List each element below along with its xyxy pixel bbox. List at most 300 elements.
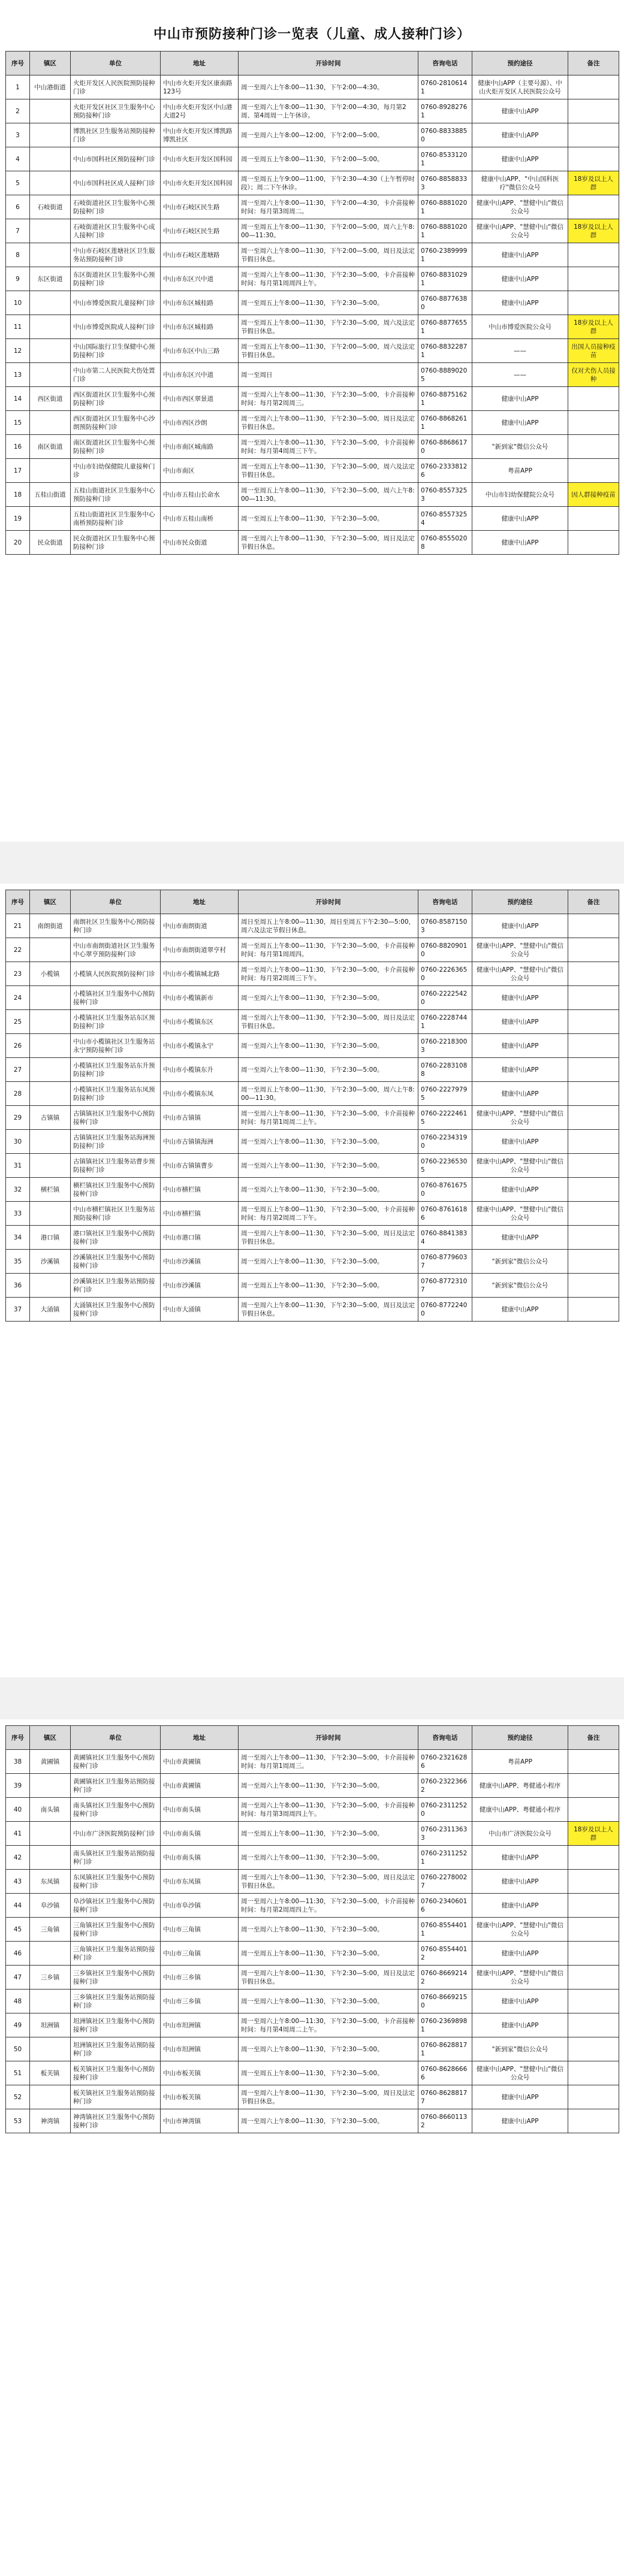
- row-unit: 火炬开发区社区卫生服务中心预防接种门诊: [71, 99, 161, 123]
- row-address: 中山市西区沙朗: [161, 411, 239, 435]
- row-channel: ——: [472, 339, 568, 363]
- row-address: 中山市五桂山长命水: [161, 483, 239, 507]
- row-unit: 三乡镇社区卫生服务站预防接种门诊: [71, 1990, 161, 2013]
- row-note: [568, 411, 619, 435]
- row-address: 中山市南朗街道: [161, 914, 239, 938]
- table-row: [6, 195, 619, 219]
- row-town: 南区街道: [30, 435, 71, 459]
- row-address: 中山市小榄镇东凤: [161, 1082, 239, 1106]
- row-phone: 0760-86692142: [418, 1966, 472, 1990]
- row-index: 37: [6, 1298, 30, 1322]
- row-phone: 0760-88890205: [418, 363, 472, 387]
- row-town: 坦洲镇: [30, 2013, 71, 2037]
- row-index: 18: [6, 483, 30, 507]
- row-unit: 三角镇社区卫生服务中心预防接种门诊: [71, 1918, 161, 1942]
- table-row: [6, 1202, 619, 1226]
- row-index: 40: [6, 1798, 30, 1822]
- row-channel: ——: [472, 363, 568, 387]
- row-phone: 0760-88588333: [418, 171, 472, 195]
- row-hours: 周一至周五上午9:00—11:00，下午2:30—4:30（上午暂停时段）；周二下午休诊。: [239, 171, 418, 195]
- row-note: 18岁及以上人群: [568, 1822, 619, 1846]
- row-phone: 0760-86288177: [418, 2085, 472, 2109]
- row-town: [30, 986, 71, 1010]
- row-channel: 健康中山APP: [472, 986, 568, 1010]
- row-note: [568, 1202, 619, 1226]
- table-row: [6, 243, 619, 267]
- row-index: 45: [6, 1918, 30, 1942]
- row-unit: 古镇镇社区卫生服务站海洲预防接种门诊: [71, 1130, 161, 1154]
- row-channel: 健康中山APP: [472, 1894, 568, 1918]
- row-town: 大涌镇: [30, 1298, 71, 1322]
- row-unit: 东凤镇社区卫生服务中心预防接种门诊: [71, 1870, 161, 1894]
- table-row: [6, 219, 619, 243]
- table-row: [6, 1870, 619, 1894]
- row-phone: 0760-88338850: [418, 123, 472, 147]
- row-note: [568, 99, 619, 123]
- table-row: [6, 75, 619, 99]
- row-hours: 周一至周五上午8:00—11:30，下午2:00—5:00。: [239, 147, 418, 171]
- table-row: [6, 2037, 619, 2061]
- row-index: 2: [6, 99, 30, 123]
- row-address: 中山市横栏镇: [161, 1202, 239, 1226]
- page-1: [5, 24, 619, 555]
- row-index: 36: [6, 1274, 30, 1298]
- row-address: 中山市坦洲镇: [161, 2013, 239, 2037]
- row-unit: 南区街道社区卫生服务中心预防接种门诊: [71, 435, 161, 459]
- row-address: 中山市黄圃镇: [161, 1774, 239, 1798]
- row-phone: 0760-88682611: [418, 411, 472, 435]
- row-address: 中山市三角镇: [161, 1942, 239, 1966]
- row-note: 仅对犬伤人员接种: [568, 363, 619, 387]
- row-channel: 健康中山APP: [472, 243, 568, 267]
- table-row: [6, 1058, 619, 1082]
- row-hours: 周一至周五上午8:00—11:30，下午2:30—5:00。: [239, 2061, 418, 2085]
- row-phone: 0760-23113633: [418, 1822, 472, 1846]
- row-unit: 沙溪镇社区卫生服务站预防接种门诊: [71, 1274, 161, 1298]
- row-channel: "新到家"微信公众号: [472, 1274, 568, 1298]
- row-note: [568, 1082, 619, 1106]
- col-header-index: 序号: [6, 890, 30, 914]
- row-town: 小榄镇: [30, 962, 71, 986]
- row-phone: 0760-23112520: [418, 1798, 472, 1822]
- row-phone: 0760-89282761: [418, 99, 472, 123]
- row-note: [568, 938, 619, 962]
- row-unit: 小榄镇人民医院预防接种门诊: [71, 962, 161, 986]
- row-address: 中山市南头镇: [161, 1822, 239, 1846]
- row-note: [568, 243, 619, 267]
- row-note: [568, 914, 619, 938]
- row-hours: 周一至周五上午8:00—11:30，下午2:30—5:00。: [239, 1942, 418, 1966]
- row-note: [568, 459, 619, 483]
- clinic-table-body-3: [6, 1750, 619, 2133]
- row-index: 14: [6, 387, 30, 411]
- row-unit: 大涌镇社区卫生服务中心预防接种门诊: [71, 1298, 161, 1322]
- row-phone: 0760-88209010: [418, 938, 472, 962]
- row-phone: 0760-23216286: [418, 1750, 472, 1774]
- row-phone: 0760-88751621: [418, 387, 472, 411]
- row-index: 44: [6, 1894, 30, 1918]
- row-channel: 健康中山APP: [472, 1034, 568, 1058]
- table-row: [6, 267, 619, 291]
- table-row: [6, 1822, 619, 1846]
- table-row: [6, 938, 619, 962]
- row-note: [568, 986, 619, 1010]
- row-town: 横栏镇: [30, 1178, 71, 1202]
- table-row: [6, 315, 619, 339]
- row-phone: 0760-22365305: [418, 1154, 472, 1178]
- table-row: [6, 1034, 619, 1058]
- row-channel: 健康中山APP: [472, 2109, 568, 2133]
- row-address: 中山市火炬开发区国科园: [161, 147, 239, 171]
- row-hours: 周一至周六上午8:00—11:30，下午2:30—5:00，周日及法定节假日休息。: [239, 1298, 418, 1322]
- row-town: 板芙镇: [30, 2061, 71, 2085]
- row-hours: 周一至周六上午8:00—11:30，下午2:30—5:00。: [239, 1130, 418, 1154]
- row-hours: 周一至周六上午8:00—11:30，下午2:30—5:00。: [239, 986, 418, 1010]
- row-town: [30, 411, 71, 435]
- row-channel: 健康中山APP: [472, 531, 568, 555]
- row-unit: 港口镇社区卫生服务中心预防接种门诊: [71, 1226, 161, 1250]
- row-town: [30, 147, 71, 171]
- row-town: [30, 459, 71, 483]
- row-town: [30, 219, 71, 243]
- row-index: 17: [6, 459, 30, 483]
- row-hours: 周一至周六上午8:00—11:30，下午2:30—5:00，周日及法定节假日休息。: [239, 1010, 418, 1034]
- clinic-table-body-2: [6, 914, 619, 1322]
- row-hours: 周一至周六上午8:00—11:30，下午2:30—5:00。: [239, 2109, 418, 2133]
- row-phone: 0760-22225420: [418, 986, 472, 1010]
- table-row: [6, 1274, 619, 1298]
- table-row: [6, 1130, 619, 1154]
- table-row: [6, 2109, 619, 2133]
- row-hours: 周一至周六上午8:00—11:30，下午2:30—5:00，卡介苗接种时间：每月第2周周四上午。: [239, 1894, 418, 1918]
- row-index: 52: [6, 2085, 30, 2109]
- row-unit: 中山市石岐区莲塘社区卫生服务站预防接种门诊: [71, 243, 161, 267]
- row-index: 12: [6, 339, 30, 363]
- row-town: [30, 1942, 71, 1966]
- row-phone: 0760-86692150: [418, 1990, 472, 2013]
- clinic-table-1: [5, 51, 619, 555]
- col-header-phone: 咨询电话: [418, 52, 472, 75]
- row-channel: 健康中山APP、"慧健中山"微信公众号: [472, 1154, 568, 1178]
- row-phone: 0760-23223662: [418, 1774, 472, 1798]
- row-hours: 周一至周六上午8:00—11:30，下午2:30—5:00。: [239, 2037, 418, 2061]
- table-row: [6, 147, 619, 171]
- row-hours: 周一至周五上午8:00—11:30，下午2:30—5:00。: [239, 1822, 418, 1846]
- table-row: [6, 1250, 619, 1274]
- col-header-phone: 咨询电话: [418, 890, 472, 914]
- row-index: 41: [6, 1822, 30, 1846]
- row-address: 中山市东区城桂路: [161, 291, 239, 315]
- row-note: [568, 2109, 619, 2133]
- row-unit: 沙溪镇社区卫生服务中心预防接种门诊: [71, 1250, 161, 1274]
- row-phone: 0760-88413834: [418, 1226, 472, 1250]
- row-channel: 健康中山APP: [472, 411, 568, 435]
- row-address: 中山市东区兴中道: [161, 363, 239, 387]
- row-town: 古镇镇: [30, 1106, 71, 1130]
- row-unit: 横栏镇社区卫生服务中心预防接种门诊: [71, 1178, 161, 1202]
- row-note: [568, 1058, 619, 1082]
- row-address: 中山市三乡镇: [161, 1990, 239, 2013]
- row-address: 中山市南区城南路: [161, 435, 239, 459]
- row-unit: 南朗社区卫生服务中心预防接种门诊: [71, 914, 161, 938]
- row-hours: 周日至周五上午8:00—11:30，周日至周五下午2:30—5:00，周六及法定节假日休息。: [239, 914, 418, 938]
- row-town: 沙溪镇: [30, 1250, 71, 1274]
- table-row: [6, 459, 619, 483]
- row-hours: 周一至周五上午8:00—11:30，下午2:30—5:00，周六及法定节假日休息。: [239, 459, 418, 483]
- row-note: [568, 1226, 619, 1250]
- row-note: 18岁及以上人群: [568, 171, 619, 195]
- row-channel: 健康中山APP、"慧健中山"微信公众号: [472, 938, 568, 962]
- row-town: [30, 1822, 71, 1846]
- row-unit: 黄圃镇社区卫生服务中心预防接种门诊: [71, 1750, 161, 1774]
- row-town: [30, 291, 71, 315]
- row-unit: 五桂山街道社区卫生服务中心南桥预防接种门诊: [71, 507, 161, 531]
- row-unit: 坦洲镇社区卫生服务中心预防接种门诊: [71, 2013, 161, 2037]
- row-address: 中山市南朗街道翠亨村: [161, 938, 239, 962]
- row-note: [568, 1918, 619, 1942]
- row-phone: 0760-87723107: [418, 1274, 472, 1298]
- row-address: 中山市火炬开发区康南路123号: [161, 75, 239, 99]
- row-index: 50: [6, 2037, 30, 2061]
- col-header-address: 地址: [161, 890, 239, 914]
- row-channel: 健康中山APP: [472, 1226, 568, 1250]
- row-address: 中山市东区兴中道: [161, 267, 239, 291]
- row-unit: 东区街道社区卫生服务中心预防接种门诊: [71, 267, 161, 291]
- row-town: [30, 123, 71, 147]
- row-town: [30, 1274, 71, 1298]
- row-note: [568, 1966, 619, 1990]
- row-index: 49: [6, 2013, 30, 2037]
- row-hours: 周一至周六上午8:00—11:30，下午2:30—5:00，周日及法定节假日休息。: [239, 411, 418, 435]
- table-row: [6, 507, 619, 531]
- row-channel: 中山市妇幼保健院公众号: [472, 483, 568, 507]
- row-index: 33: [6, 1202, 30, 1226]
- row-hours: 周一至周六上午8:00—11:30，下午2:30—5:00，周日及法定节假日休息。: [239, 1226, 418, 1250]
- document-title: 中山市预防接种门诊一览表（儿童、成人接种门诊）: [153, 27, 471, 42]
- row-note: [568, 195, 619, 219]
- row-town: 民众街道: [30, 531, 71, 555]
- row-note: 因人群接种疫苗: [568, 483, 619, 507]
- row-hours: 周一至周六上午8:00—11:30，下午2:30—5:00。: [239, 1990, 418, 2013]
- row-channel: 健康中山APP、"慧健中山"微信公众号: [472, 1202, 568, 1226]
- row-note: [568, 962, 619, 986]
- row-hours: 周一至周六上午8:00—11:30，下午2:30—5:00。: [239, 1154, 418, 1178]
- table-row: [6, 1106, 619, 1130]
- row-phone: 0760-22287441: [418, 1010, 472, 1034]
- row-unit: 三乡镇社区卫生服务中心预防接种门诊: [71, 1966, 161, 1990]
- row-channel: 健康中山APP、"慧健中山"微信公众号: [472, 1106, 568, 1130]
- row-town: [30, 1058, 71, 1082]
- row-note: [568, 2013, 619, 2037]
- row-note: [568, 435, 619, 459]
- row-phone: 0760-22343190: [418, 1130, 472, 1154]
- row-hours: 周一至周六上午8:00—11:30，下午2:00—4:30，每月第2周、第4周周一上午休诊。: [239, 99, 418, 123]
- row-note: [568, 1154, 619, 1178]
- col-header-note: 备注: [568, 890, 619, 914]
- col-header-channel: 预约途径: [472, 1726, 568, 1750]
- row-channel: 健康中山APP、粤健通小程序: [472, 1774, 568, 1798]
- row-hours: 周一至周六上午8:00—11:30，下午2:30—5:00，卡介苗接种时间：每月第2周周三下午。: [239, 962, 418, 986]
- row-note: [568, 1298, 619, 1322]
- row-unit: 阜沙镇社区卫生服务中心预防接种门诊: [71, 1894, 161, 1918]
- row-hours: 周一至周六上午8:00—11:30，下午2:00—4:30，卡介苗接种时间：每月第3周周二。: [239, 195, 418, 219]
- row-hours: 周一至周六上午8:00—11:30，下午2:30—5:00。: [239, 1846, 418, 1870]
- row-town: 五桂山街道: [30, 483, 71, 507]
- row-town: 神湾镇: [30, 2109, 71, 2133]
- row-channel: 健康中山APP: [472, 507, 568, 531]
- row-hours: 周一至周六上午8:00—11:30，下午2:30—5:00，周日及法定节假日休息。: [239, 2085, 418, 2109]
- row-channel: 健康中山APP: [472, 123, 568, 147]
- row-index: 35: [6, 1250, 30, 1274]
- row-hours: 周一至周六上午8:00—11:30，下午2:30—5:00，卡介苗接种时间：每月第4周周二上午。: [239, 2013, 418, 2037]
- row-hours: 周一至周六上午8:00—11:30，下午2:30—5:00。: [239, 1918, 418, 1942]
- row-unit: 神湾镇社区卫生服务中心预防接种门诊: [71, 2109, 161, 2133]
- row-hours: 周一至周六上午8:00—11:30，下午2:30—5:00。: [239, 1250, 418, 1274]
- table-row: [6, 1178, 619, 1202]
- row-index: 23: [6, 962, 30, 986]
- row-address: 中山市港口镇: [161, 1226, 239, 1250]
- row-channel: 健康中山APP: [472, 1082, 568, 1106]
- row-address: 中山市东区城桂路: [161, 315, 239, 339]
- row-index: 10: [6, 291, 30, 315]
- row-hours: 周一至周六上午8:00—11:30，下午2:30—5:00。: [239, 1058, 418, 1082]
- row-town: [30, 315, 71, 339]
- row-hours: 周一至周六上午8:00—11:30，下午2:30—5:00，周日及法定节假日休息。: [239, 1966, 418, 1990]
- row-town: [30, 2085, 71, 2109]
- row-index: 21: [6, 914, 30, 938]
- row-town: 中山港街道: [30, 75, 71, 99]
- table-row: [6, 411, 619, 435]
- row-town: 黄圃镇: [30, 1750, 71, 1774]
- table-row: [6, 1774, 619, 1798]
- row-note: 18岁及以上人群: [568, 315, 619, 339]
- col-header-hours: 开诊时间: [239, 52, 418, 75]
- table-row: [6, 1226, 619, 1250]
- row-channel: 健康中山APP: [472, 2085, 568, 2109]
- col-header-town: 镇区: [30, 890, 71, 914]
- row-address: 中山市石岐区莲塘路: [161, 243, 239, 267]
- row-hours: 周一至周五上午8:00—11:30，下午2:30—5:00，周六上午8:00—11:30。: [239, 1082, 418, 1106]
- row-index: 26: [6, 1034, 30, 1058]
- row-channel: "新到家"微信公众号: [472, 435, 568, 459]
- row-channel: 健康中山APP: [472, 267, 568, 291]
- col-header-note: 备注: [568, 1726, 619, 1750]
- row-address: 中山市石岐区民生路: [161, 219, 239, 243]
- row-hours: 周一至周六上午8:00—11:30，下午2:30—5:00。: [239, 1178, 418, 1202]
- row-address: 中山市坦洲镇: [161, 2037, 239, 2061]
- row-channel: 健康中山APP: [472, 1990, 568, 2013]
- table-row: [6, 1798, 619, 1822]
- row-channel: 健康中山APP: [472, 1058, 568, 1082]
- col-header-hours: 开诊时间: [239, 1726, 418, 1750]
- row-address: 中山市南头镇: [161, 1798, 239, 1822]
- row-hours: 周一至周六上午8:00—11:30，下午2:30—5:00，卡介苗接种时间：每月第1周周三。: [239, 1750, 418, 1774]
- row-phone: 0760-22263650: [418, 962, 472, 986]
- table-row: [6, 986, 619, 1010]
- row-address: 中山市三角镇: [161, 1918, 239, 1942]
- col-header-channel: 预约途径: [472, 890, 568, 914]
- table-row: [6, 531, 619, 555]
- row-town: [30, 1774, 71, 1798]
- row-address: 中山市南区: [161, 459, 239, 483]
- row-phone: 0760-86288171: [418, 2037, 472, 2061]
- row-phone: 0760-23338126: [418, 459, 472, 483]
- col-header-index: 序号: [6, 1726, 30, 1750]
- row-town: 东凤镇: [30, 1870, 71, 1894]
- row-index: 34: [6, 1226, 30, 1250]
- row-town: [30, 339, 71, 363]
- row-index: 53: [6, 2109, 30, 2133]
- row-channel: "新到家"微信公众号: [472, 2037, 568, 2061]
- row-channel: 健康中山APP、"慧健中山"微信公众号: [472, 962, 568, 986]
- row-address: 中山市小榄镇城北路: [161, 962, 239, 986]
- row-unit: 古镇镇社区卫生服务站曹步预防接种门诊: [71, 1154, 161, 1178]
- row-phone: 0760-28106141: [418, 75, 472, 99]
- row-phone: 0760-87616750: [418, 1178, 472, 1202]
- row-index: 43: [6, 1870, 30, 1894]
- row-town: [30, 99, 71, 123]
- row-phone: 0760-85331201: [418, 147, 472, 171]
- row-address: 中山市火炬开发区中山港大道2号: [161, 99, 239, 123]
- row-channel: 健康中山APP: [472, 1178, 568, 1202]
- col-header-hours: 开诊时间: [239, 890, 418, 914]
- row-note: [568, 1750, 619, 1774]
- row-phone: 0760-23112521: [418, 1846, 472, 1870]
- row-index: 51: [6, 2061, 30, 2085]
- row-index: 38: [6, 1750, 30, 1774]
- row-phone: 0760-23698981: [418, 2013, 472, 2037]
- row-note: [568, 2061, 619, 2085]
- row-channel: 健康中山APP: [472, 2013, 568, 2037]
- row-index: 8: [6, 243, 30, 267]
- row-phone: 0760-85544012: [418, 1942, 472, 1966]
- row-channel: 健康中山APP、"慧健中山"微信公众号: [472, 1966, 568, 1990]
- row-phone: 0760-87722400: [418, 1298, 472, 1322]
- row-unit: 中山市小榄镇社区卫生服务站永宁预防接种门诊: [71, 1034, 161, 1058]
- row-phone: 0760-22279795: [418, 1082, 472, 1106]
- col-header-unit: 单位: [71, 52, 161, 75]
- row-town: [30, 507, 71, 531]
- row-address: 中山市小榄镇东升: [161, 1058, 239, 1082]
- row-address: 中山市火炬开发区博凯路博凯社区: [161, 123, 239, 147]
- row-index: 47: [6, 1966, 30, 1990]
- row-address: 中山市五桂山南桥: [161, 507, 239, 531]
- table-row: [6, 2061, 619, 2085]
- row-index: 30: [6, 1130, 30, 1154]
- row-unit: 五桂山街道社区卫生服务中心预防接种门诊: [71, 483, 161, 507]
- row-hours: 周一至周五上午8:00—11:30，下午2:30—5:00，卡介苗接种时间：每月第1周周四。: [239, 938, 418, 962]
- row-address: 中山市西区翠景道: [161, 387, 239, 411]
- page-separator: [0, 842, 624, 884]
- row-phone: 0760-86286666: [418, 2061, 472, 2085]
- row-town: [30, 1130, 71, 1154]
- col-header-phone: 咨询电话: [418, 1726, 472, 1750]
- row-town: 三乡镇: [30, 1966, 71, 1990]
- row-address: 中山市神湾镇: [161, 2109, 239, 2133]
- row-unit: 中山市妇幼保健院儿童接种门诊: [71, 459, 161, 483]
- row-note: 出国人员接种疫苗: [568, 339, 619, 363]
- col-header-unit: 单位: [71, 890, 161, 914]
- row-channel: 健康中山APP、"中山国科医疗"微信公众号: [472, 171, 568, 195]
- row-unit: 三角镇社区卫生服务站预防接种门诊: [71, 1942, 161, 1966]
- row-phone: 0760-88810201: [418, 195, 472, 219]
- row-note: [568, 1846, 619, 1870]
- table-row: [6, 363, 619, 387]
- col-header-address: 地址: [161, 52, 239, 75]
- row-channel: 粤苗APP: [472, 459, 568, 483]
- row-address: 中山市石岐区民生路: [161, 195, 239, 219]
- row-index: 15: [6, 411, 30, 435]
